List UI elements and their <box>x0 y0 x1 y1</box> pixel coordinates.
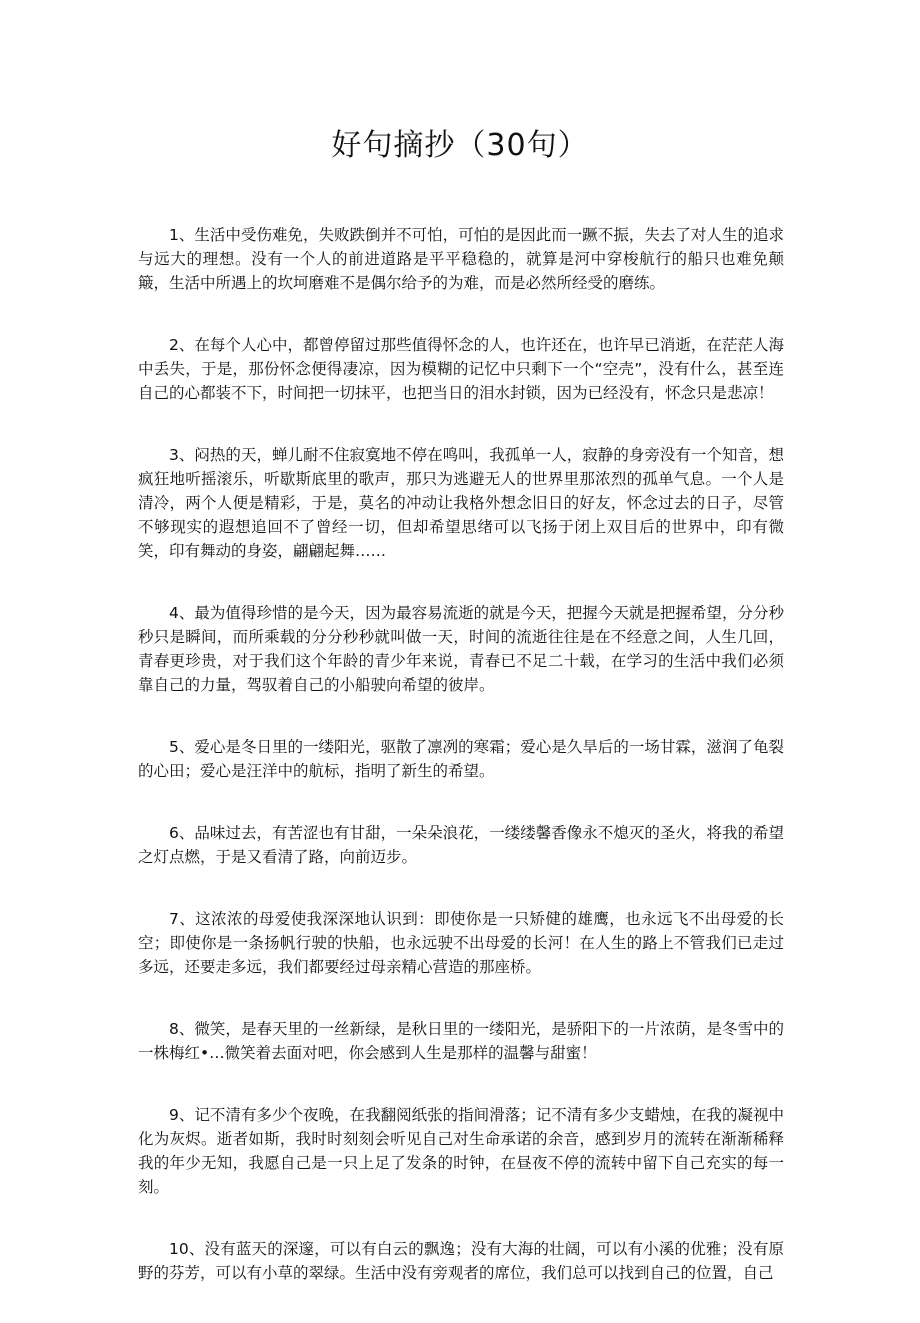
paragraph-2: 2、在每个人心中，都曾停留过那些值得怀念的人，也许还在，也许早已消逝，在茫茫人海中丢失，于是，那份怀念便得凄凉，因为模糊的记忆中只剩下一个“空壳”，没有什么，甚至连自己的心都装不下，时间把一切抹平，也把当日的泪水封锁，因为已经没有，怀念只是悲凉！ <box>138 336 784 402</box>
paragraph-5: 5、爱心是冬日里的一缕阳光，驱散了凛冽的寒霜；爱心是久旱后的一场甘霖，滋润了龟裂的心田；爱心是汪洋中的航标，指明了新生的希望。 <box>138 738 784 780</box>
document-body <box>138 223 784 1323</box>
paragraph-3: 3、闷热的天，蝉儿耐不住寂寞地不停在鸣叫，我孤单一人，寂静的身旁没有一个知音，想疯狂地听摇滚乐，听歇斯底里的歌声，那只为逃避无人的世界里那浓烈的孤单气息。一个人是清冷，两个人便是精彩，于是，莫名的冲动让我格外想念旧日的好友，怀念过去的日子，尽管不够现实的遐想追回不了曾经一切，但却希望思绪可以飞扬于闭上双目后的世界中，印有微笑，印有舞动的身姿，翩翩起舞…… <box>138 446 784 560</box>
document-title: 好句摘抄（30句） <box>331 128 589 163</box>
paragraph-7: 7、这浓浓的母爱使我深深地认识到：即使你是一只矫健的雄鹰，也永远飞不出母爱的长空；即使你是一条扬帆行驶的快船，也永远驶不出母爱的长河！在人生的路上不管我们已走过多远，还要走多远，我们都要经过母亲精心营造的那座桥。 <box>138 910 784 976</box>
paragraph-6: 6、品味过去，有苦涩也有甘甜，一朵朵浪花，一缕缕馨香像永不熄灭的圣火，将我的希望之灯点燃，于是又看清了路，向前迈步。 <box>138 824 784 866</box>
paragraph-8: 8、微笑，是春天里的一丝新绿，是秋日里的一缕阳光，是骄阳下的一片浓荫，是冬雪中的一株梅红•…微笑着去面对吧，你会感到人生是那样的温馨与甜蜜！ <box>138 1020 784 1062</box>
paragraph-4: 4、最为值得珍惜的是今天，因为最容易流逝的就是今天，把握今天就是把握希望，分分秒秒只是瞬间，而所乘载的分分秒秒就叫做一天，时间的流逝往往是在不经意之间，人生几回，青春更珍贵，对于我们这个年龄的青少年来说，青春已不足二十载，在学习的生活中我们必须靠自己的力量，驾驭着自己的小船驶向希望的彼岸。 <box>138 604 784 694</box>
paragraph-1: 1、生活中受伤难免，失败跌倒并不可怕，可怕的是因此而一蹶不振，失去了对人生的追求与远大的理想。没有一个人的前进道路是平平稳稳的，就算是河中穿梭航行的船只也难免颠簸，生活中所遇上的坎坷磨难不是偶尔给予的为难，而是必然所经受的磨练。 <box>138 226 784 292</box>
paragraph-10: 10、没有蓝天的深邃，可以有白云的飘逸；没有大海的壮阔，可以有小溪的优雅；没有原野的芬芳，可以有小草的翠绿。生活中没有旁观者的席位，我们总可以找到自己的位置，自己 <box>138 1240 784 1282</box>
paragraph-9: 9、记不清有多少个夜晚，在我翻阅纸张的指间滑落；记不清有多少支蜡烛，在我的凝视中化为灰烬。逝者如斯，我时时刻刻会听见自己对生命承诺的余音，感到岁月的流转在渐渐稀释我的年少无知，我愿自己是一只上足了发条的时钟，在昼夜不停的流转中留下自己充实的每一刻。 <box>138 1106 784 1196</box>
